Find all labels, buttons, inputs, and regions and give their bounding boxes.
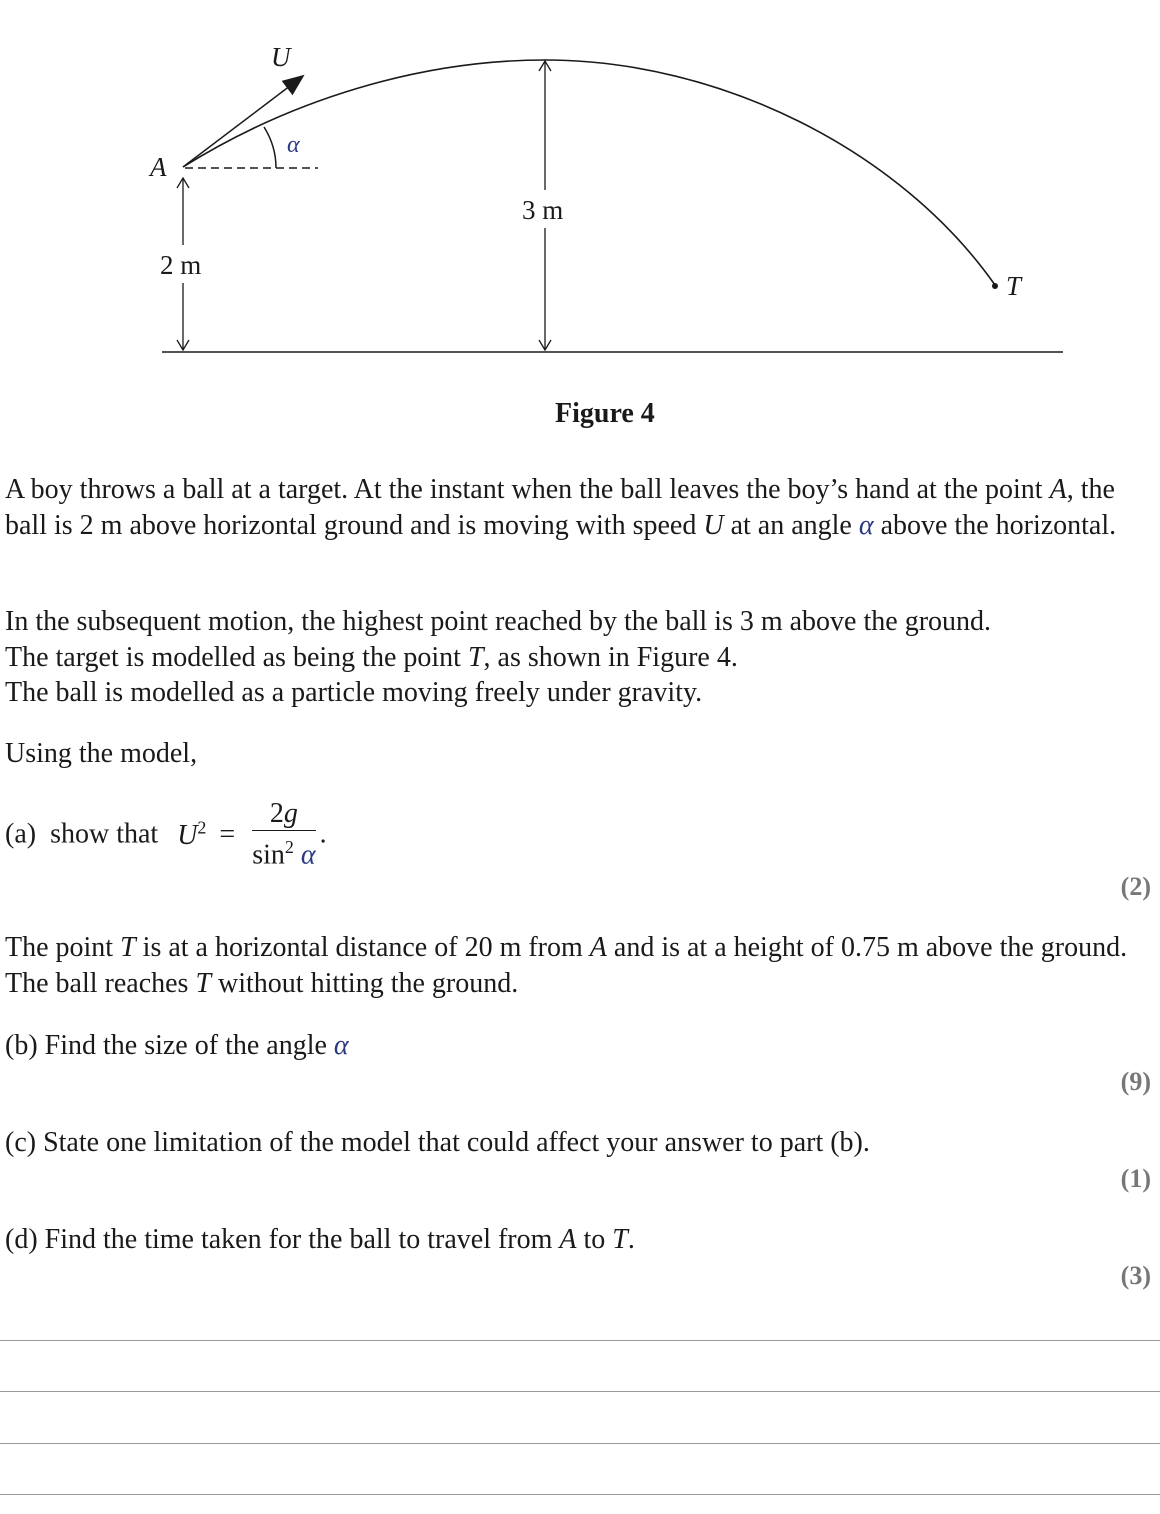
intro-paragraph-1 — [5, 472, 1135, 543]
label-alpha: α — [287, 132, 300, 158]
mid-paragraph — [5, 930, 1135, 1001]
text: 2 — [197, 817, 207, 838]
equals: = — [219, 818, 236, 850]
equation-lhs — [177, 817, 207, 851]
target-point — [992, 283, 998, 289]
text: U — [177, 819, 198, 851]
figure-4-diagram — [0, 0, 1160, 380]
text: T — [467, 641, 484, 673]
label-U: U — [271, 42, 291, 72]
alpha-symbol: α — [858, 509, 874, 541]
marks-d: (3) — [1120, 1261, 1151, 1290]
label-A: A — [150, 152, 167, 182]
label-3m: 3 m — [522, 195, 564, 225]
figure-caption-text: Figure 4 — [555, 398, 655, 429]
text: The point — [5, 932, 121, 963]
text: U — [703, 509, 724, 541]
text: to — [576, 1224, 613, 1255]
marks-b: (9) — [1120, 1067, 1151, 1096]
text: , the ball is 2 m above horizontal ground and is moving with speed — [5, 474, 1115, 541]
text: T — [195, 967, 212, 999]
part-a-label: (a) show that — [5, 818, 159, 850]
text: above the horizontal. — [873, 509, 1117, 541]
label-T: T — [1006, 271, 1022, 301]
text: A — [589, 932, 607, 963]
text: A boy throws a ball at a target. At the instant when the ball leaves the boy’s hand at the point — [5, 474, 1050, 505]
trajectory-curve — [183, 60, 995, 285]
text: is at a horizontal distance of 20 m from — [135, 932, 590, 963]
text: sin — [252, 839, 285, 871]
numerator: 2g — [252, 798, 315, 831]
text: The ball is modelled as a particle moving freely under gravity. — [5, 677, 703, 708]
label-2m: 2 m — [160, 250, 202, 280]
part-a — [5, 798, 1135, 871]
text-line — [5, 640, 1135, 676]
text: The target is modelled as being the point — [5, 641, 468, 673]
text: at an angle — [723, 509, 859, 541]
text: and is at a height of 0.75 m above the ground. The ball reaches — [5, 932, 1128, 999]
part-c: (c) State one limitation of the model that could affect your answer to part (b). — [5, 1127, 870, 1158]
text: (b) Find the size of the angle — [5, 1030, 334, 1061]
part-d — [5, 1222, 1135, 1258]
part-b — [5, 1028, 1135, 1064]
answer-line[interactable] — [0, 1494, 1160, 1495]
text: α — [300, 839, 316, 871]
denominator — [252, 831, 315, 871]
velocity-arrow — [183, 76, 303, 167]
text: T — [612, 1224, 628, 1255]
text: . — [627, 1224, 635, 1255]
fraction — [252, 798, 315, 871]
marks-c: (1) — [1120, 1164, 1151, 1193]
text: T — [120, 932, 136, 963]
text: (d) Find the time taken for the ball to travel from — [5, 1224, 560, 1255]
angle-arc — [264, 127, 276, 168]
marks-a: (2) — [1120, 872, 1151, 901]
answer-line[interactable] — [0, 1340, 1160, 1341]
text: 2 — [284, 837, 294, 857]
answer-line[interactable] — [0, 1391, 1160, 1392]
using-model-text: Using the model, — [5, 738, 198, 769]
answer-line[interactable] — [0, 1443, 1160, 1444]
text: , as shown in Figure 4. — [483, 641, 738, 673]
text: A — [559, 1224, 577, 1255]
text: In the subsequent motion, the highest point reached by the ball is 3 m above the ground. — [5, 606, 992, 637]
text: A — [1049, 474, 1067, 505]
alpha-symbol: α — [333, 1030, 349, 1061]
text: . — [319, 818, 327, 850]
intro-paragraph-2 — [5, 604, 1135, 711]
text: without hitting the ground. — [211, 967, 519, 999]
